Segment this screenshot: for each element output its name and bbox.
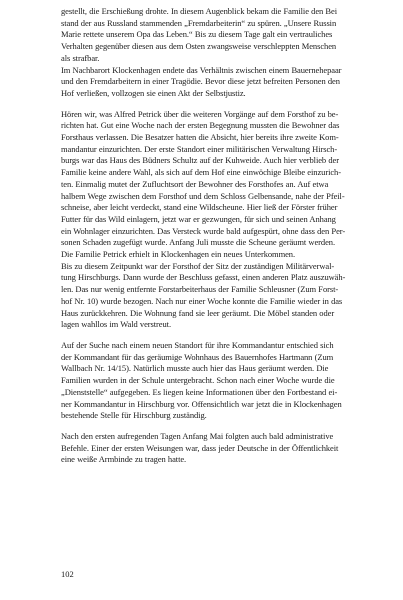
- text-line: ein Wohnlager einzurichten. Das Versteck wurde bald aufgespürt, ohne dass den Per-: [61, 225, 346, 236]
- paragraph-1: [61, 6, 371, 100]
- text-line: Die Familie Petrick erhielt in Klockenhagen ein neues Unterkommen.: [61, 249, 296, 260]
- text-line: Hof verließen, vollzogen sie einen Akt der Selbstjustiz.: [61, 87, 246, 98]
- text-line: Haus zurückkehren. Die Wohnung fand sie leer geräumt. Die Möbel standen oder: [61, 307, 335, 318]
- text-line: sonen Schaden zugefügt wurde. Anfang Juli musste die Scheune geräumt werden.: [61, 237, 335, 248]
- text-line: lagen wahllos im Wald verstreut.: [61, 319, 171, 330]
- text-line: Befehle. Einer der ersten Weisungen war, dass jeder Deutsche in der Öffentlichkeit: [61, 442, 339, 453]
- text-line: Wallbach Nr. 14/15). Natürlich musste auch hier das Haus geräumt werden. Die: [61, 363, 329, 374]
- text-line: Im Nachbarort Klockenhagen endete das Verhältnis zwischen einem Bauernehepaar: [61, 64, 342, 75]
- paragraph-3: [61, 340, 371, 422]
- text-line: Marie rettete unserem Opa das Leben.“ Bis zu diesem Tage galt ein vertrauliches: [61, 29, 333, 40]
- text-line: Bis zu diesem Zeitpunkt war der Forsthof der Sitz der zuständigen Militärverwal-: [61, 260, 335, 271]
- text-line: als strafbar.: [61, 52, 100, 63]
- page-body: [61, 6, 371, 466]
- text-line: bestehende Stelle für Hirschburg zuständig.: [61, 410, 207, 421]
- text-line: burgs war das Haus des Büdners Schultz auf der Kuhweide. Auch hier verblieb der: [61, 155, 339, 166]
- text-line: Hören wir, was Alfred Petrick über die weiteren Vorgänge auf dem Forsthof zu be-: [61, 108, 339, 119]
- text-line: eine weiße Armbinde zu tragen hatte.: [61, 454, 187, 465]
- paragraph-gap: [61, 100, 371, 109]
- text-line: stand der aus Russland stammenden „Fremdarbeiterin“ zu spüren. „Unsere Russin: [61, 17, 337, 28]
- text-line: und den Fremdarbeitern in einer Tragödie. Bevor diese jetzt befreiten Personen den: [61, 76, 340, 87]
- text-line: Auf der Suche nach einem neuen Standort für ihre Kommandantur entschied sich: [61, 339, 334, 350]
- text-line: Familie keine andere Wahl, als sich auf dem Hof eine einwöchige Bleibe einzurich-: [61, 167, 341, 178]
- text-line: der Kommandant für das geräumige Wohnhaus des Bauernhofes Hartmann (Zum: [61, 351, 334, 362]
- text-line: gestellt, die Erschießung drohte. In diesem Augenblick bekam die Familie den Bei: [61, 6, 337, 16]
- text-line: Verhalten gegenüber diesen aus dem Osten zwangsweise verschleppten Menschen: [61, 41, 337, 52]
- text-line: richten hat. Gut eine Woche nach der ersten Begegnung mussten die Bewohner das: [61, 120, 340, 131]
- text-line: tung Hirschburgs. Dann wurde der Beschluss gefasst, einen anderen Platz auszuwäh-: [61, 272, 346, 283]
- text-line: ner Kommandantur in Hirschburg vor. Offensichtlich war jetzt die in Klockenhagen: [61, 398, 342, 409]
- text-line: Familien wurden in der Schule untergebracht. Schon nach einer Woche wurde die: [61, 375, 335, 386]
- page-number: 102: [61, 569, 74, 579]
- text-line: Forsthaus verlassen. Die Besatzer hatten die Absicht, hier bereits ihre zweite Kom-: [61, 132, 339, 143]
- paragraph-4: [61, 431, 371, 466]
- text-line: halbem Wege zwischen dem Forsthof und dem Schloss Gelbensande, nahe der Pfeil-: [61, 190, 345, 201]
- text-line: „Dienststelle“ aufgegeben. Es liegen keine Informationen über den Fortbestand ei-: [61, 386, 338, 397]
- text-line: mandantur einzurichten. Der erste Standort einer militärischen Verwaltung Hirsch-: [61, 143, 338, 154]
- paragraph-2: [61, 109, 371, 331]
- text-line: ten. Einmalig mutet der Zufluchtsort der Bewohner des Forsthofes an. Auf etwa: [61, 178, 329, 189]
- paragraph-gap: [61, 331, 371, 340]
- text-line: hof Nr. 10) wurde bezogen. Nach nur einer Woche konnte die Familie wieder in das: [61, 295, 343, 306]
- text-line: schneise, aber leicht verdeckt, stand eine Wildscheune. Hier ließ der Förster früher: [61, 202, 338, 213]
- text-line: Futter für das Wild einlagern, jetzt war er gezwungen, für sich und seinen Anhang: [61, 213, 336, 224]
- text-line: Nach den ersten aufregenden Tagen Anfang Mai folgten auch bald administrative: [61, 430, 334, 441]
- text-line: len. Das nur wenig entfernte Forstarbeiterhaus der Familie Schleusner (Zum Forst-: [61, 284, 339, 295]
- paragraph-gap: [61, 422, 371, 431]
